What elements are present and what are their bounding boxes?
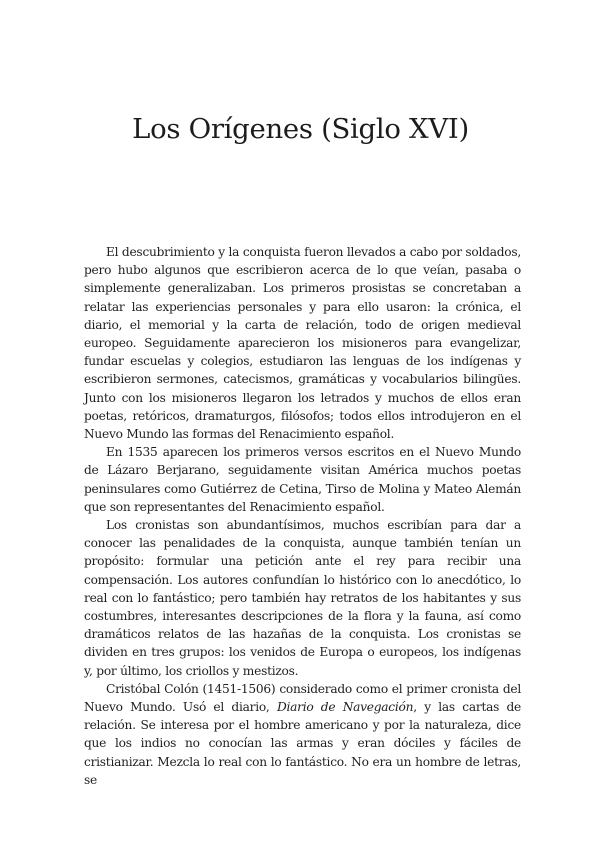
- paragraph-4-start: Cristóbal Colón (1451-1506) considerado como el primer cronista del Nuevo Mundo. Usó el diario,: [84, 681, 521, 715]
- paragraph-2: En 1535 aparecen los primeros versos escritos en el Nuevo Mundo de Lázaro Berjarano, seguidamente visitan América muchos poetas peninsulares como Gutiérrez de Cetina, Tirso de Molina y Mateo Alemán que son representantes del Renacimiento español.: [84, 445, 521, 514]
- paragraph-4: [84, 680, 521, 789]
- page-title: Los Orígenes (Siglo XVI): [132, 113, 469, 145]
- paragraph-4-end: , y las cartas de relación. Se interesa por el hombre americano y por la naturaleza, dice que los indios no conocían las armas y eran dóciles y fáciles de cristianizar. Mezcla lo real con lo fantástico. No era un hombre de letras, se: [84, 700, 522, 787]
- book-title-diario: Diario de Navegación: [276, 700, 414, 715]
- body-text: [84, 243, 521, 789]
- paragraph-3: Los cronistas son abundantísimos, muchos escribían para dar a conocer las penalidades de la conquista, aunque también tenían un propósito: formular una petición ante el rey para recibir una compensación. Los autores confundían lo histórico con lo anecdótico, lo real con lo fantástico; pero también hay retratos de los habitantes y sus costumbres, interesantes descripciones de la flora y la fauna, así como dramáticos relatos de las hazañas de la conquista. Los cronistas se dividen en tres grupos: los venidos de Europa o europeos, los indígenas y, por último, los criollos y mestizos.: [84, 518, 521, 678]
- paragraph-1: El descubrimiento y la conquista fueron llevados a cabo por soldados, pero hubo algunos que escribieron acerca de lo que veían, pasaba o simplemente generalizaban. Los primeros prosistas se concretaban a relatar las experiencias personales y para ello usaron: la crónica, el diario, el memorial y la carta de relación, todo de origen medieval europeo. Seguidamente aparecieron los misioneros para evangelizar, fundar escuelas y colegios, estudiaron las lenguas de los indígenas y escribieron sermones, catecismos, gramáticas y vocabularios bilingües. Junto con los misioneros llegaron los letrados y muchos de ellos eran poetas, retóricos, dramaturgos, filósofos; todos ellos introdujeron en el Nuevo Mundo las formas del Renacimiento español.: [84, 245, 521, 442]
